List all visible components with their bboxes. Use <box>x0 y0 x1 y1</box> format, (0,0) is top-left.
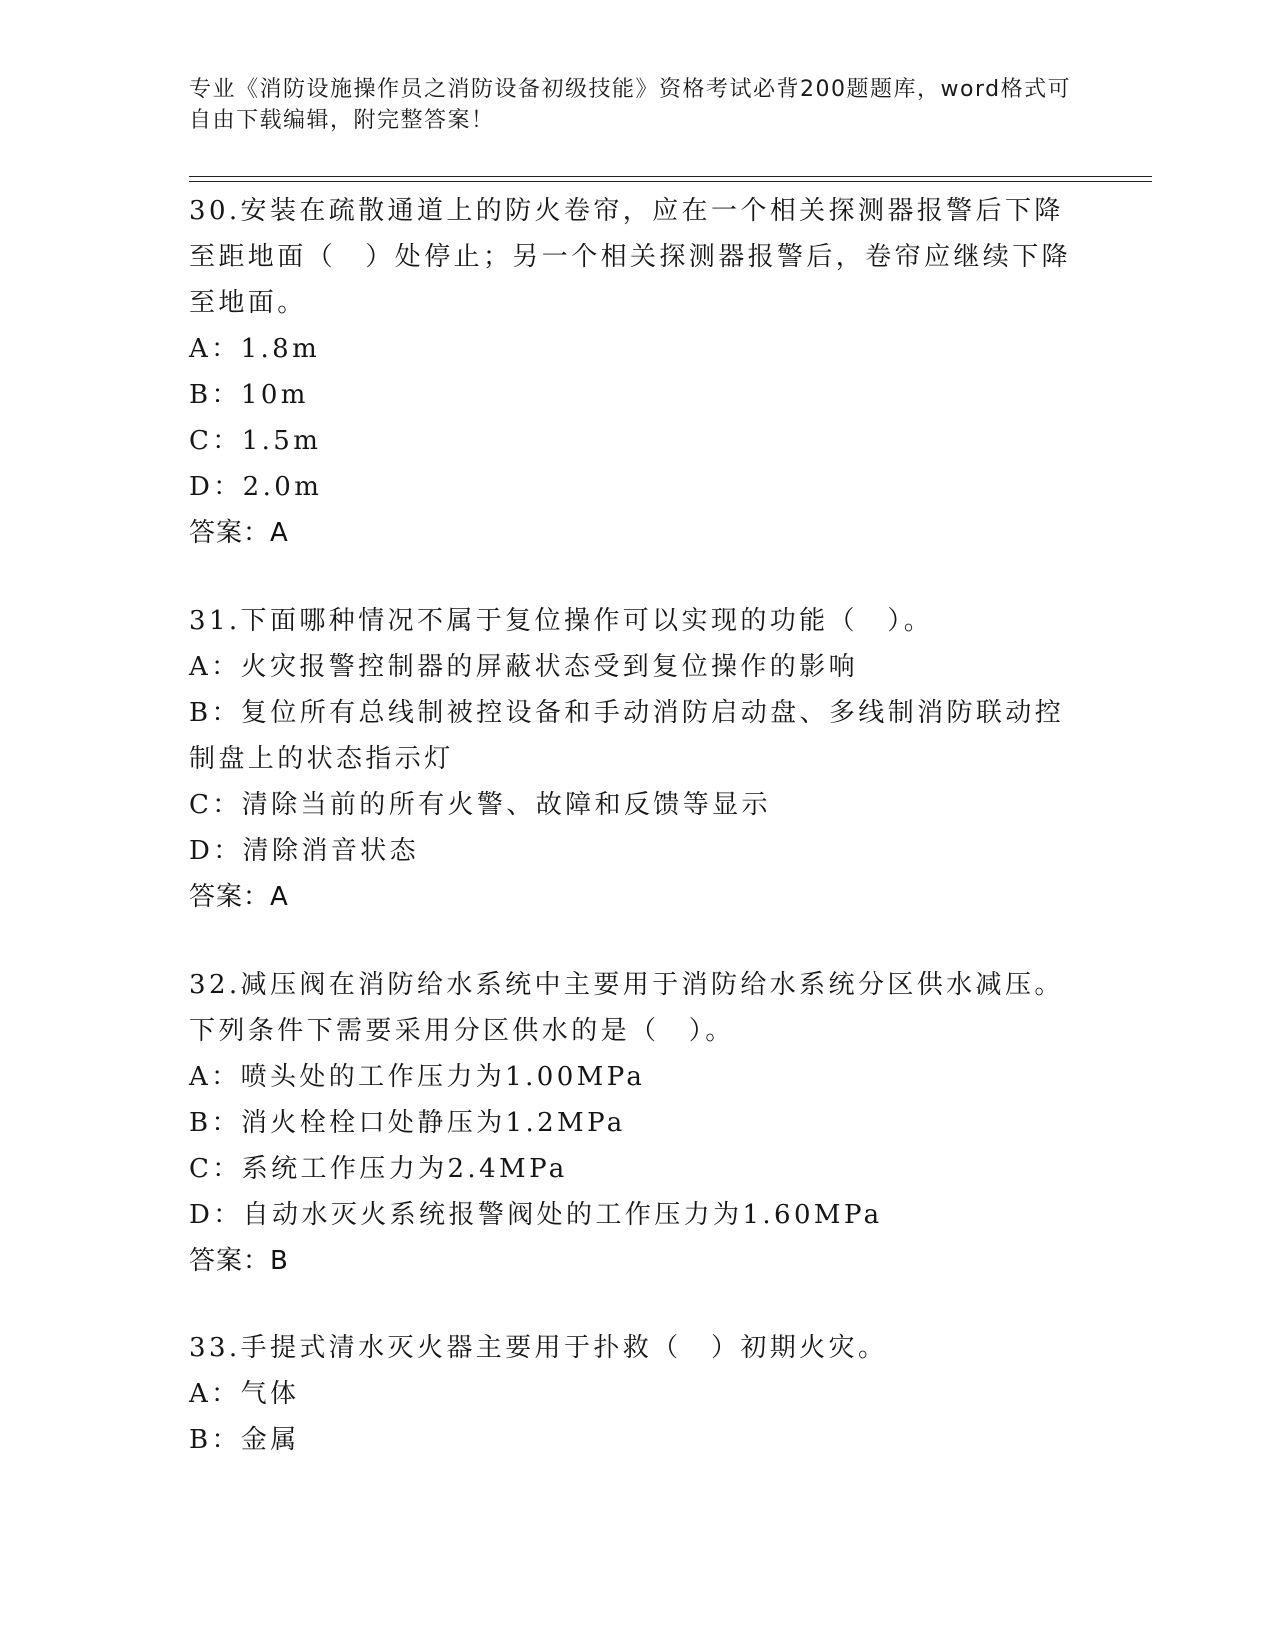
header-divider-top <box>189 176 1152 177</box>
option-b: B：消火栓栓口处静压为1.2MPa <box>189 1108 626 1138</box>
option-c: C：清除当前的所有火警、故障和反馈等显示 <box>189 790 771 820</box>
option-c: C：1.5m <box>189 426 322 456</box>
header-divider-bottom <box>189 181 1152 182</box>
question-stem: 32.减压阀在消防给水系统中主要用于消防给水系统分区供水减压。下列条件下需要采用分区供水的是（ ）。 <box>189 970 1064 1046</box>
option-a: A：气体 <box>189 1379 300 1409</box>
question-stem: 30.安装在疏散通道上的防火卷帘，应在一个相关探测器报警后下降至距地面（ ）处停止；另一个相关探测器报警后，卷帘应继续下降至地面。 <box>189 196 1072 318</box>
option-d: D：自动水灭火系统报警阀处的工作压力为1.60MPa <box>189 1200 883 1230</box>
option-a: A：1.8m <box>189 334 321 364</box>
answer-line: 答案：A <box>189 882 289 912</box>
question-30 <box>189 188 1089 556</box>
answer-line: 答案：A <box>189 518 289 548</box>
answer-line: 答案：B <box>189 1246 289 1276</box>
option-d: D：清除消音状态 <box>189 836 420 866</box>
option-d: D：2.0m <box>189 472 323 502</box>
question-stem: 31.下面哪种情况不属于复位操作可以实现的功能（ ）。 <box>189 606 934 636</box>
option-c: C：系统工作压力为2.4MPa <box>189 1154 568 1184</box>
document-header: 专业《消防设施操作员之消防设备初级技能》资格考试必背200题题库，word格式可自由下载编辑，附完整答案！ <box>189 77 1072 133</box>
question-stem: 33.手提式清水灭火器主要用于扑救（ ）初期火灾。 <box>189 1333 888 1363</box>
option-a: A：喷头处的工作压力为1.00MPa <box>189 1062 646 1092</box>
option-a: A：火灾报警控制器的屏蔽状态受到复位操作的影响 <box>189 652 858 682</box>
option-b: B：金属 <box>189 1425 300 1455</box>
question-32 <box>189 962 1089 1284</box>
option-b: B：复位所有总线制被控设备和手动消防启动盘、多线制消防联动控制盘上的状态指示灯 <box>189 698 1065 774</box>
question-33 <box>189 1325 1089 1463</box>
option-b: B：10m <box>189 380 309 410</box>
question-31 <box>189 598 1089 920</box>
